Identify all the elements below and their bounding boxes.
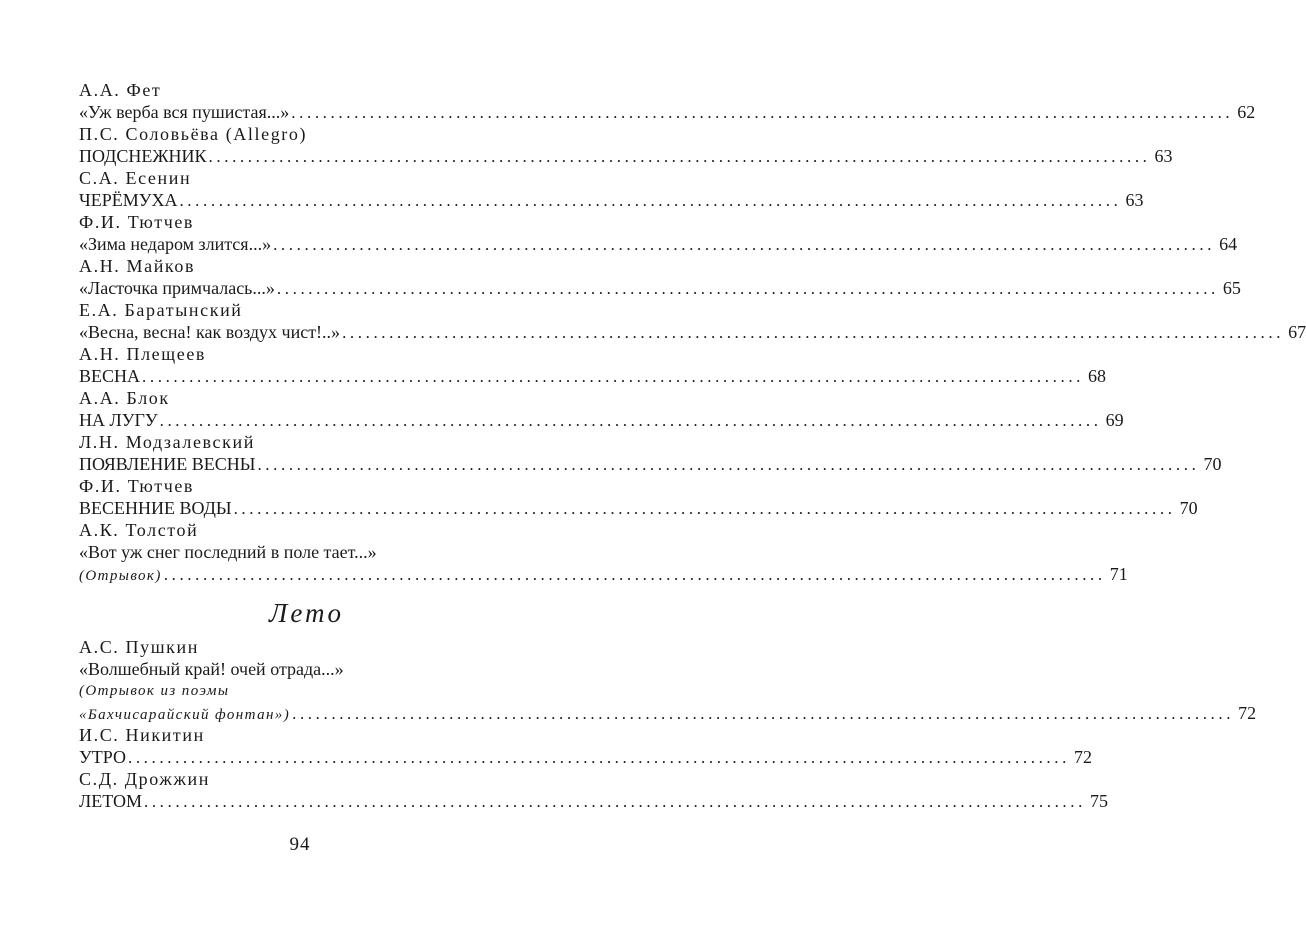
toc-entry[interactable]: [79, 189, 1144, 211]
entry-page: 68: [1088, 366, 1107, 386]
toc-item: [79, 724, 1092, 768]
dot-leader: ........................................................................................................................: [292, 704, 1235, 723]
author-name: И.С. Никитин: [79, 725, 205, 745]
toc-item: [79, 431, 1222, 475]
toc-item: [79, 167, 1144, 211]
toc-entry[interactable]: [79, 101, 1256, 123]
entry-page: 63: [1125, 190, 1144, 210]
toc-entry[interactable]: [79, 321, 1306, 343]
author-name: Л.Н. Модзалевский: [79, 432, 255, 452]
dot-leader: ........................................................................................................................: [179, 191, 1122, 210]
author-name: Ф.И. Тютчев: [79, 476, 195, 496]
dot-leader: ........................................................................................................................: [233, 499, 1176, 518]
dot-leader: ........................................................................................................................: [257, 455, 1200, 474]
toc-item: [79, 475, 1198, 519]
toc-entry[interactable]: [79, 746, 1092, 768]
author-name: П.С. Соловьёва (Allegro): [79, 124, 308, 144]
dot-leader: ........................................................................................................................: [143, 792, 1086, 811]
entry-note: «Бахчисарайский фонтан»): [79, 707, 291, 723]
toc-item: [79, 211, 1238, 255]
toc-entry[interactable]: [79, 365, 1107, 387]
dot-leader: ........................................................................................................................: [276, 279, 1219, 298]
author-name: С.А. Есенин: [79, 168, 192, 188]
entry-page: 70: [1179, 498, 1198, 518]
page-number: 94: [289, 834, 311, 855]
entry-page: 72: [1073, 747, 1092, 767]
author-name: Е.А. Баратынский: [79, 300, 243, 320]
toc-entry[interactable]: [79, 277, 1241, 299]
entry-title: «Уж верба вся пушистая...»: [79, 102, 290, 122]
entry-title: «Весна, весна! как воздух чист!..»: [79, 322, 341, 342]
entry-page: 62: [1237, 102, 1256, 122]
entry-page: 75: [1089, 791, 1108, 811]
toc-entry[interactable]: [79, 145, 1173, 167]
dot-leader: ........................................................................................................................: [208, 147, 1151, 166]
author-name: А.Н. Плещеев: [79, 344, 207, 364]
entry-note: (Отрывок из поэмы: [79, 683, 230, 699]
dot-leader: ........................................................................................................................: [342, 323, 1285, 342]
entry-title: ПОЯВЛЕНИЕ ВЕСНЫ: [79, 454, 256, 474]
toc-item: [79, 343, 1107, 387]
author-name: А.А. Фет: [79, 80, 162, 100]
entry-title: ВЕСНА: [79, 366, 141, 386]
entry-page: 64: [1219, 234, 1238, 254]
entry-title[interactable]: «Волшебный край! очей отрада...»: [79, 659, 344, 679]
section-heading-summer: Лето: [269, 598, 344, 628]
toc-item: [79, 768, 1108, 812]
dot-leader: ........................................................................................................................: [142, 367, 1085, 386]
toc-entry[interactable]: [79, 233, 1238, 255]
entry-title[interactable]: «Вот уж снег последний в поле тает...»: [79, 542, 377, 562]
entry-page: 72: [1238, 703, 1257, 723]
dot-leader: ........................................................................................................................: [159, 411, 1102, 430]
entry-page: 65: [1222, 278, 1241, 298]
entry-page: 70: [1203, 454, 1222, 474]
toc-item: [79, 387, 1124, 431]
toc-entry[interactable]: [79, 702, 1257, 724]
author-name: А.Н. Майков: [79, 256, 196, 276]
toc-entry[interactable]: [79, 790, 1108, 812]
toc-item: [79, 519, 1128, 585]
toc-entry[interactable]: [79, 563, 1128, 585]
entry-title: ПОДСНЕЖНИК: [79, 146, 207, 166]
entry-note: (Отрывок): [79, 568, 162, 584]
entry-page: 71: [1109, 564, 1128, 584]
toc-item: [79, 299, 1306, 343]
entry-page: 63: [1154, 146, 1173, 166]
entry-title: УТРО: [79, 747, 126, 767]
entry-title: «Зима недаром злится...»: [79, 234, 272, 254]
toc-item: [79, 123, 1173, 167]
author-name: А.К. Толстой: [79, 520, 199, 540]
toc-item: [79, 636, 1257, 724]
entry-title: ВЕСЕННИЕ ВОДЫ: [79, 498, 232, 518]
table-of-contents: [79, 79, 1306, 812]
entry-title: ЧЕРЁМУХА: [79, 190, 178, 210]
author-name: А.А. Блок: [79, 388, 170, 408]
toc-entry[interactable]: [79, 497, 1198, 519]
entry-page: 69: [1105, 410, 1124, 430]
entry-page: 67: [1288, 322, 1306, 342]
dot-leader: ........................................................................................................................: [291, 103, 1234, 122]
entry-title: НА ЛУГУ: [79, 410, 158, 430]
entry-title: «Ласточка примчалась...»: [79, 278, 275, 298]
toc-entry[interactable]: [79, 409, 1124, 431]
author-name: Ф.И. Тютчев: [79, 212, 195, 232]
toc-item: [79, 79, 1256, 123]
entry-title: ЛЕТОМ: [79, 791, 142, 811]
toc-item: [79, 255, 1241, 299]
toc-entry[interactable]: [79, 453, 1222, 475]
author-name: А.С. Пушкин: [79, 637, 199, 657]
dot-leader: ........................................................................................................................: [127, 748, 1070, 767]
author-name: С.Д. Дрожжин: [79, 769, 210, 789]
dot-leader: ........................................................................................................................: [163, 565, 1106, 584]
dot-leader: ........................................................................................................................: [273, 235, 1216, 254]
